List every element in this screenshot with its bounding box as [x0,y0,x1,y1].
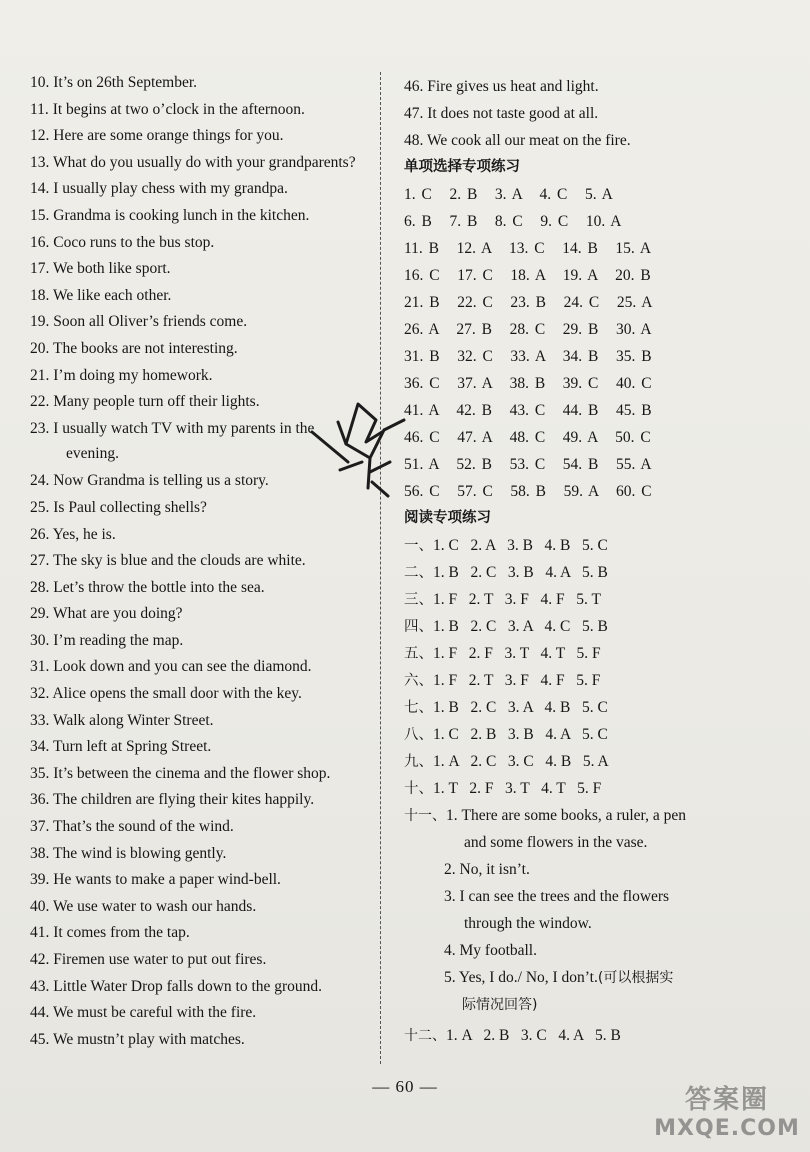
answer-text-continued: evening. [66,445,119,463]
reading-section-label: 五、 [404,646,433,662]
answer-line [30,309,375,336]
answer-number: 35. [30,764,50,782]
mc-answer-row: 16. C 17. C 18. A 19. A 20. B [404,267,651,284]
eleven-q3-line2: through the window. [464,915,592,932]
answer-text: Yes, he is. [52,525,116,543]
answer-number: 37. [30,818,50,836]
answer-line [30,150,375,177]
eleven-q5-note-2: 际情况回答) [462,997,538,1013]
eleven-q4: 4. My football. [444,942,537,959]
answer-number: 13. [30,153,50,171]
section-twelve [404,1022,799,1049]
answer-line [30,1027,375,1054]
reading-answer-row [404,748,799,775]
answer-number: 40. [30,897,50,915]
answer-text: I usually play chess with my grandpa. [53,180,288,198]
answer-line [30,654,375,681]
reading-answer-row [404,532,799,559]
mc-answer-row: 51. A 52. B 53. C 54. B 55. A [404,456,652,473]
answer-text: Coco runs to the bus stop. [53,233,215,251]
reading-answer-row [404,721,799,748]
left-column [30,70,375,1053]
answer-text: We both like sport. [52,260,171,278]
answer-line [30,176,375,203]
reading-answer-row [404,640,799,667]
answer-text: Is Paul collecting shells? [53,498,207,516]
answer-line [30,336,375,363]
answer-line [30,363,375,390]
answer-number: 18. [30,286,50,304]
answer-number: 44. [30,1004,50,1022]
answer-line [30,708,375,735]
mc-answer-row: 21. B 22. C 23. B 24. C 25. A [404,294,653,311]
mc-answer-row: 36. C 37. A 38. B 39. C 40. C [404,375,652,392]
answer-text: That’s the sound of the wind. [52,818,234,836]
reading-answer-row [404,613,799,640]
section-eleven-label: 十一、 [404,808,446,824]
answer-text: The sky is blue and the clouds are white. [52,552,306,570]
mc-answer-row: 6. B 7. B 8. C 9. C 10. A [404,213,622,230]
answer-text: The children are flying their kites happily. [52,791,315,809]
answer-text: We cook all our meat on the fire. [426,132,631,149]
answer-text: We use water to wash our hands. [52,897,257,915]
reading-answer-row [404,694,799,721]
mc-answer-row: 1. C 2. B 3. A 4. C 5. A [404,186,613,203]
answer-text: Soon all Oliver’s friends come. [53,313,248,331]
mc-answer-row: 46. C 47. A 48. C 49. A 50. C [404,429,651,446]
reading-section-label: 八、 [404,727,433,743]
answer-number: 28. [30,578,50,596]
reading-answers-text: 1. A 2. C 3. C 4. B 5. A [433,753,609,770]
answer-text: Look down and you can see the diamond. [53,658,312,676]
answer-text: What do you usually do with your grandparents? [52,153,356,171]
eleven-q1-number: 1. [446,807,458,824]
answer-number: 48. [404,132,424,149]
watermark-title: 答案圈 [684,1085,769,1115]
answer-text: It begins at two o’clock in the afternoon. [52,100,305,118]
answer-line [30,575,375,602]
answer-text: I’m doing my homework. [53,366,213,384]
answer-text: Alice opens the small door with the key. [52,685,302,703]
answer-text: Let’s throw the bottle into the sea. [53,578,265,596]
answer-text: Many people turn off their lights. [53,393,260,411]
answer-line [30,761,375,788]
answer-number: 39. [30,871,50,889]
answer-text: Here are some orange things for you. [53,127,284,145]
answer-line [30,974,375,1001]
reading-section-label: 三、 [404,592,433,608]
answer-line [30,256,375,283]
reading-answers-text: 1. F 2. T 3. F 4. F 5. F [433,672,601,689]
reading-answers-text: 1. B 2. C 3. B 4. A 5. B [433,564,608,581]
answer-text: I usually watch TV with my parents in the [53,419,315,437]
eleven-q2: 2. No, it isn’t. [444,861,530,878]
answer-line [30,97,375,124]
reading-answers-text: 1. B 2. C 3. A 4. C 5. B [433,618,608,635]
answer-line [30,70,375,97]
answer-number: 45. [30,1030,50,1048]
answer-text: Grandma is cooking lunch in the kitchen. [53,206,310,224]
column-divider [380,72,381,1064]
answer-text: Now Grandma is telling us a story. [53,472,269,490]
answer-line [30,230,375,257]
answer-line [404,100,799,127]
answer-line [404,127,799,154]
reading-answers-text: 1. C 2. A 3. B 4. B 5. C [433,537,608,554]
answer-text: Fire gives us heat and light. [427,78,599,95]
answer-number: 34. [30,738,50,756]
eleven-q1-line1: There are some books, a ruler, a pen [461,807,686,824]
reading-section-label: 一、 [404,538,433,554]
answer-text: The wind is blowing gently. [52,844,227,862]
reading-answers-text: 1. F 2. F 3. T 4. T 5. F [433,645,601,662]
answer-text: What are you doing? [52,605,183,623]
answer-text: Turn left at Spring Street. [52,738,212,756]
answer-number: 32. [30,685,50,703]
answer-number: 47. [404,105,424,122]
answer-text: Walk along Winter Street. [52,711,214,729]
reading-answer-row [404,667,799,694]
right-column [404,73,799,1049]
answer-number: 11. [30,100,49,118]
answer-number: 26. [30,525,50,543]
mc-answer-row: 56. C 57. C 58. B 59. A 60. C [404,483,652,500]
reading-answers-text: 1. F 2. T 3. F 4. F 5. T [433,591,601,608]
answer-text: I’m reading the map. [53,631,184,649]
answer-text: It does not taste good at all. [427,105,599,122]
answer-line [30,814,375,841]
reading-section-label: 九、 [404,754,433,770]
reading-answer-row [404,775,799,802]
answer-text: It’s between the cinema and the flower shop. [53,764,331,782]
answer-text: It comes from the tap. [53,924,190,942]
answer-number: 25. [30,498,50,516]
page-number: — 60 — [372,1077,438,1096]
answer-number: 24. [30,472,50,490]
answer-line [30,734,375,761]
multiple-choice-heading: 单项选择专项练习 [404,159,520,175]
answer-text: He wants to make a paper wind-bell. [53,871,281,889]
answer-number: 36. [30,791,50,809]
answer-number: 30. [30,631,50,649]
answer-line [30,947,375,974]
reading-section-label: 十、 [404,781,433,797]
mc-answer-row: 41. A 42. B 43. C 44. B 45. B [404,402,652,419]
answer-line [30,123,375,150]
answer-line [30,601,375,628]
answer-number: 27. [30,552,50,570]
watermark-logo [652,1084,802,1146]
answer-number: 42. [30,951,50,968]
answer-line [30,203,375,230]
reading-section-label: 六、 [404,673,433,689]
watermark-url: MXQE.COM [654,1116,800,1141]
answer-line [30,548,375,575]
answer-line [30,681,375,708]
answer-line [30,894,375,921]
answer-number: 23. [30,419,50,437]
answer-number: 15. [30,206,50,224]
answer-number: 22. [30,393,50,411]
section-eleven [404,802,799,1018]
answer-text: Firemen use water to put out fires. [53,951,267,968]
reading-answers [404,532,799,802]
answer-text: We must be careful with the fire. [52,1004,257,1022]
answer-number: 31. [30,658,50,676]
answer-number: 46. [404,78,424,95]
reading-heading: 阅读专项练习 [404,510,491,526]
eleven-q5-english: 5. Yes, I do./ No, I don’t. [444,969,598,986]
answer-line [404,73,799,100]
reading-section-label: 二、 [404,565,433,581]
answer-number: 14. [30,180,50,198]
answer-line [30,522,375,549]
answer-number: 12. [30,127,50,145]
reading-answer-row [404,559,799,586]
answer-number: 43. [30,977,50,995]
reading-answers-text: 1. B 2. C 3. A 4. B 5. C [433,699,608,716]
answer-text: We mustn’t play with matches. [52,1030,245,1048]
reading-answers-text: 1. T 2. F 3. T 4. T 5. F [433,780,602,797]
answer-number: 29. [30,605,50,623]
answer-text: We like each other. [52,286,172,304]
section-twelve-label: 十二、 [404,1028,446,1044]
answer-line [30,787,375,814]
answer-number: 17. [30,260,50,278]
answer-number: 20. [30,339,50,357]
mc-answer-row: 26. A 27. B 28. C 29. B 30. A [404,321,652,338]
answer-text: Little Water Drop falls down to the ground. [53,977,323,995]
answer-number: 41. [30,924,50,942]
answer-line [30,920,375,947]
answer-number: 33. [30,711,50,729]
answer-line [30,283,375,310]
answer-text: The books are not interesting. [52,339,238,357]
answer-line [30,841,375,868]
reading-answers-text: 1. C 2. B 3. B 4. A 5. C [433,726,608,743]
mc-answer-row: 31. B 32. C 33. A 34. B 35. B [404,348,652,365]
answer-number: 21. [30,366,50,384]
section-twelve-answers: 1. A 2. B 3. C 4. A 5. B [446,1027,621,1044]
answer-number: 16. [30,233,50,251]
eleven-q1-line2: and some flowers in the vase. [464,834,648,851]
reading-section-label: 四、 [404,619,433,635]
reading-answer-row [404,586,799,613]
answer-number: 10. [30,74,50,91]
answer-text: It’s on 26th September. [53,74,198,91]
sentence-answers-46-48 [404,73,799,154]
reading-section-label: 七、 [404,700,433,716]
answer-line [30,867,375,894]
multiple-choice-answers [404,181,799,505]
answer-number: 38. [30,844,50,862]
answer-line [30,1000,375,1027]
eleven-q5-note-1: (可以根据实 [597,970,674,986]
answer-number: 19. [30,313,50,331]
eleven-q3-line1: 3. I can see the trees and the flowers [444,888,670,905]
answer-line [30,628,375,655]
stamp-mark-icon [300,392,420,502]
mc-answer-row: 11. B 12. A 13. C 14. B 15. A [404,240,652,257]
